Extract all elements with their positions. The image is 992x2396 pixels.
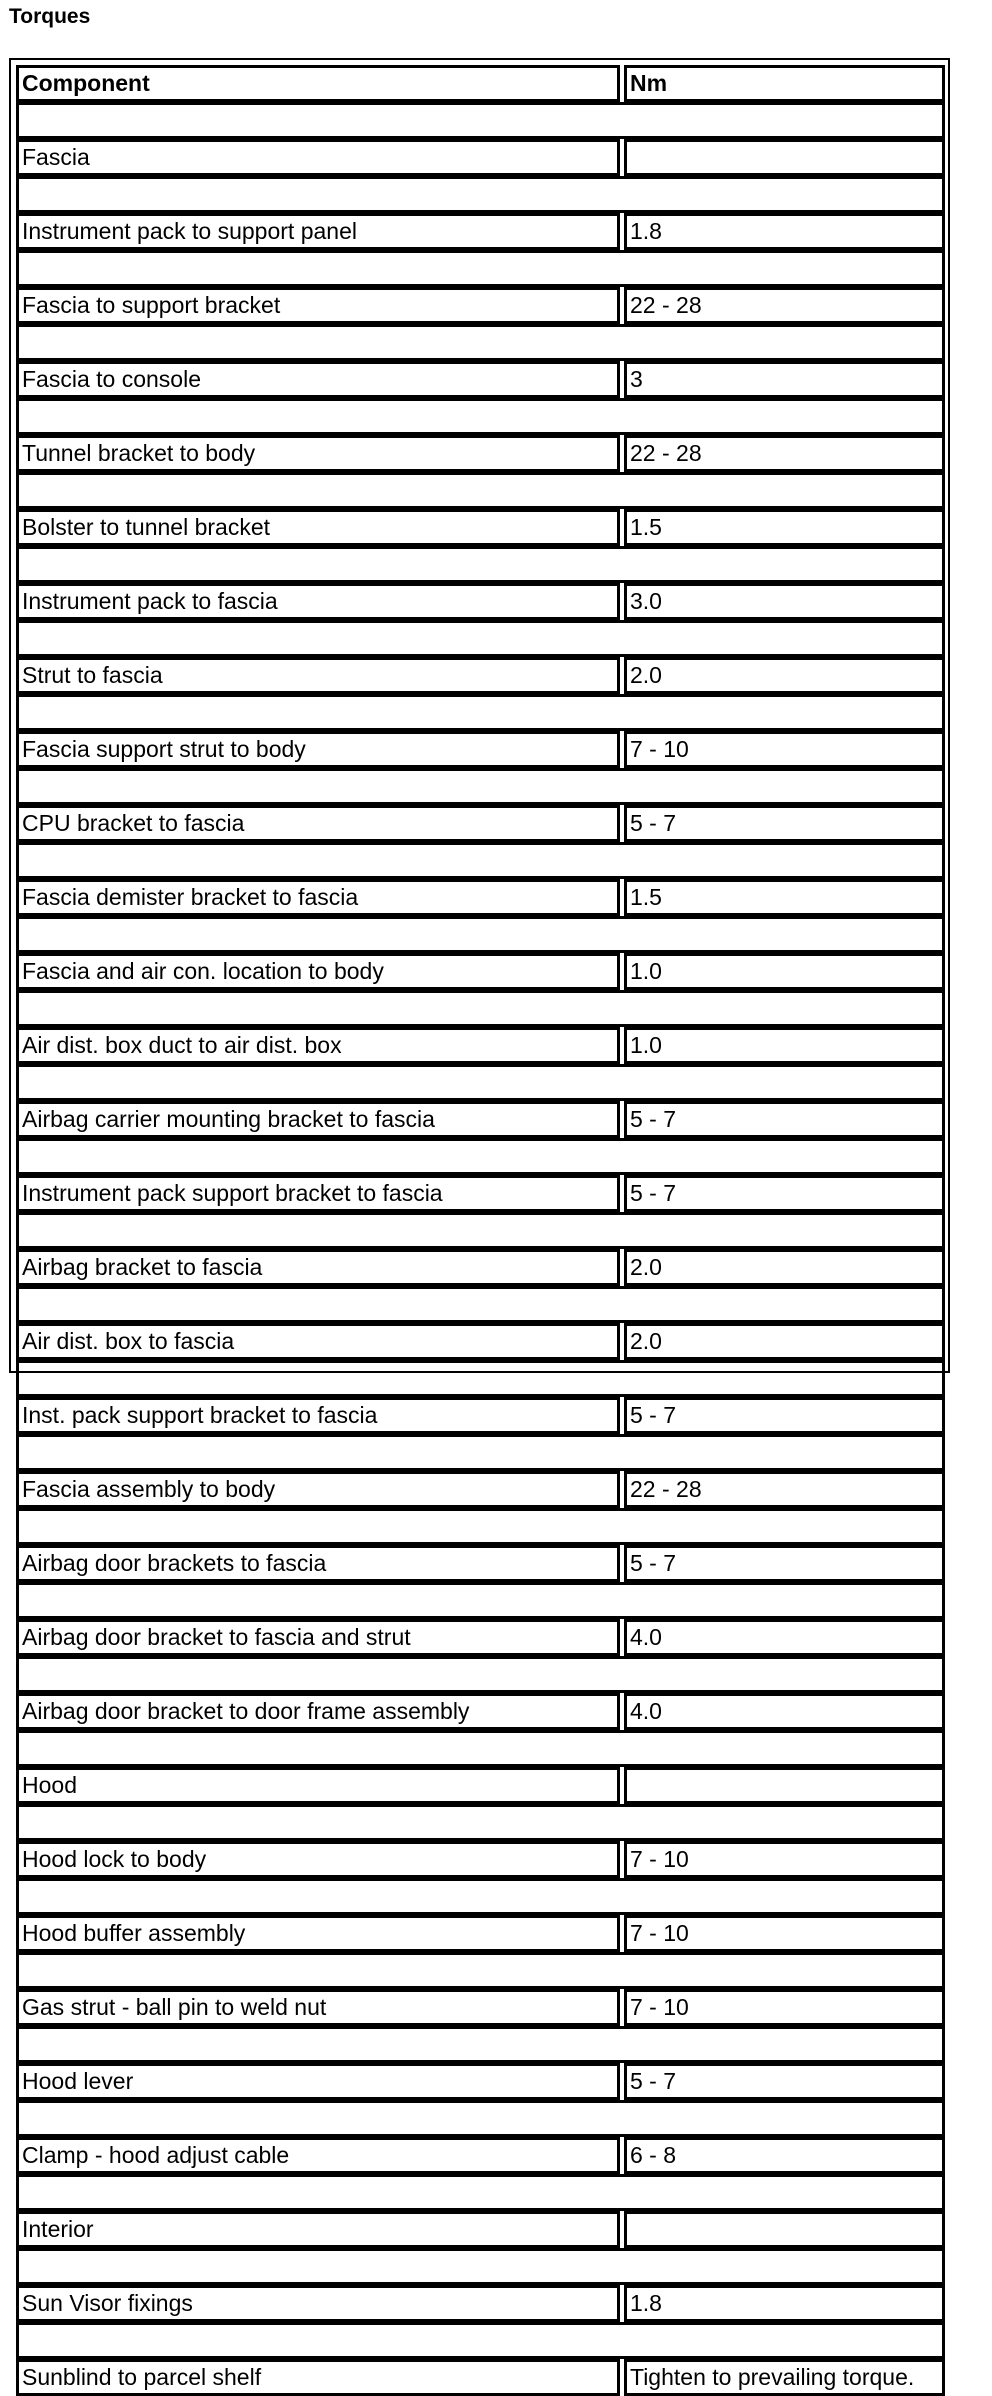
table-row: [16, 1323, 945, 1360]
row-gap-cell: [16, 546, 945, 583]
row-gap-cell: [16, 1286, 945, 1323]
row-gap: [16, 1286, 945, 1323]
table-row: [16, 1989, 945, 2026]
table-row: [16, 1693, 945, 1730]
nm-cell: 5 - 7: [624, 1397, 945, 1434]
table-row: [16, 287, 945, 324]
row-gap: [16, 1582, 945, 1619]
table-row: [16, 2211, 945, 2248]
table-body: [16, 102, 945, 2396]
nm-cell: 1.8: [624, 213, 945, 250]
table-row: [16, 583, 945, 620]
row-gap: [16, 990, 945, 1027]
component-cell: Hood: [16, 1767, 620, 1804]
row-gap-cell: [16, 2100, 945, 2137]
component-cell: Instrument pack to support panel: [16, 213, 620, 250]
row-gap-cell: [16, 398, 945, 435]
row-gap-cell: [16, 990, 945, 1027]
nm-cell: 2.0: [624, 1249, 945, 1286]
table-row: [16, 509, 945, 546]
row-gap-cell: [16, 2174, 945, 2211]
row-gap-cell: [16, 2322, 945, 2359]
nm-cell: 1.8: [624, 2285, 945, 2322]
row-gap: [16, 1138, 945, 1175]
row-gap: [16, 546, 945, 583]
table-row: [16, 1249, 945, 1286]
row-gap: [16, 176, 945, 213]
row-gap-cell: [16, 1360, 945, 1397]
nm-cell: 7 - 10: [624, 731, 945, 768]
nm-cell: 1.5: [624, 879, 945, 916]
row-gap: [16, 1952, 945, 1989]
component-cell: Fascia: [16, 139, 620, 176]
table-row: [16, 1767, 945, 1804]
row-gap: [16, 398, 945, 435]
nm-cell: 5 - 7: [624, 1175, 945, 1212]
component-cell: Air dist. box duct to air dist. box: [16, 1027, 620, 1064]
table-row: [16, 1397, 945, 1434]
row-gap: [16, 1804, 945, 1841]
nm-cell: 5 - 7: [624, 1545, 945, 1582]
component-cell: Airbag door brackets to fascia: [16, 1545, 620, 1582]
table-row: [16, 2285, 945, 2322]
component-cell: Sun Visor fixings: [16, 2285, 620, 2322]
component-cell: Airbag door bracket to door frame assembly: [16, 1693, 620, 1730]
table-row: [16, 1471, 945, 1508]
nm-cell: 1.0: [624, 1027, 945, 1064]
table-row: [16, 805, 945, 842]
row-gap: [16, 472, 945, 509]
nm-cell: 4.0: [624, 1619, 945, 1656]
nm-cell: 7 - 10: [624, 1841, 945, 1878]
row-gap-cell: [16, 1138, 945, 1175]
row-gap-cell: [16, 620, 945, 657]
torque-table: [16, 65, 945, 2396]
row-gap-cell: [16, 1508, 945, 1545]
nm-cell: 2.0: [624, 657, 945, 694]
component-cell: Fascia assembly to body: [16, 1471, 620, 1508]
component-cell: Gas strut - ball pin to weld nut: [16, 1989, 620, 2026]
nm-cell: 22 - 28: [624, 287, 945, 324]
component-cell: Hood lock to body: [16, 1841, 620, 1878]
table-row: [16, 2063, 945, 2100]
nm-cell: 22 - 28: [624, 1471, 945, 1508]
nm-cell: 5 - 7: [624, 805, 945, 842]
component-cell: Strut to fascia: [16, 657, 620, 694]
table-header-row: [16, 65, 945, 102]
table-row: [16, 657, 945, 694]
component-cell: Hood lever: [16, 2063, 620, 2100]
nm-cell: [624, 2211, 945, 2248]
component-cell: Interior: [16, 2211, 620, 2248]
table-row: [16, 2359, 945, 2396]
nm-cell: 4.0: [624, 1693, 945, 1730]
table-row: [16, 879, 945, 916]
row-gap: [16, 842, 945, 879]
component-cell: Tunnel bracket to body: [16, 435, 620, 472]
row-gap-cell: [16, 324, 945, 361]
nm-cell: 7 - 10: [624, 1915, 945, 1952]
row-gap-cell: [16, 842, 945, 879]
row-gap-cell: [16, 2026, 945, 2063]
row-gap: [16, 2026, 945, 2063]
table-row: [16, 2137, 945, 2174]
torque-table-frame: [9, 58, 950, 2390]
component-cell: Fascia to console: [16, 361, 620, 398]
nm-cell: [624, 139, 945, 176]
table-row: [16, 953, 945, 990]
row-gap-cell: [16, 1656, 945, 1693]
header-component: Component: [16, 65, 620, 102]
row-gap-cell: [16, 1212, 945, 1249]
nm-cell: Tighten to prevailing torque.: [624, 2359, 945, 2396]
nm-cell: 6 - 8: [624, 2137, 945, 2174]
component-cell: CPU bracket to fascia: [16, 805, 620, 842]
component-cell: Fascia and air con. location to body: [16, 953, 620, 990]
row-gap-cell: [16, 176, 945, 213]
row-gap-cell: [16, 694, 945, 731]
component-cell: Air dist. box to fascia: [16, 1323, 620, 1360]
nm-cell: 22 - 28: [624, 435, 945, 472]
component-cell: Airbag carrier mounting bracket to fascia: [16, 1101, 620, 1138]
component-cell: Hood buffer assembly: [16, 1915, 620, 1952]
row-gap: [16, 916, 945, 953]
row-gap: [16, 1434, 945, 1471]
component-cell: Instrument pack support bracket to fascia: [16, 1175, 620, 1212]
component-cell: Airbag bracket to fascia: [16, 1249, 620, 1286]
nm-cell: 2.0: [624, 1323, 945, 1360]
row-gap-cell: [16, 1878, 945, 1915]
row-gap-cell: [16, 916, 945, 953]
component-cell: Clamp - hood adjust cable: [16, 2137, 620, 2174]
table-row: [16, 1619, 945, 1656]
row-gap: [16, 694, 945, 731]
component-cell: Sunblind to parcel shelf: [16, 2359, 620, 2396]
row-gap: [16, 2174, 945, 2211]
row-gap: [16, 2322, 945, 2359]
row-gap: [16, 102, 945, 139]
table-row: [16, 731, 945, 768]
table-row: [16, 213, 945, 250]
component-cell: Airbag door bracket to fascia and strut: [16, 1619, 620, 1656]
table-row: [16, 361, 945, 398]
table-row: [16, 1027, 945, 1064]
table-row: [16, 1841, 945, 1878]
page-title: Torques: [9, 5, 91, 28]
row-gap: [16, 1360, 945, 1397]
row-gap-cell: [16, 1730, 945, 1767]
row-gap-cell: [16, 1064, 945, 1101]
row-gap: [16, 1730, 945, 1767]
row-gap: [16, 2248, 945, 2285]
row-gap: [16, 1656, 945, 1693]
row-gap-cell: [16, 1582, 945, 1619]
component-cell: Fascia support strut to body: [16, 731, 620, 768]
nm-cell: 1.5: [624, 509, 945, 546]
nm-cell: 5 - 7: [624, 2063, 945, 2100]
row-gap: [16, 1212, 945, 1249]
table-row: [16, 1915, 945, 1952]
row-gap: [16, 2100, 945, 2137]
row-gap-cell: [16, 102, 945, 139]
row-gap: [16, 324, 945, 361]
row-gap: [16, 1878, 945, 1915]
row-gap-cell: [16, 250, 945, 287]
row-gap-cell: [16, 1952, 945, 1989]
nm-cell: 5 - 7: [624, 1101, 945, 1138]
component-cell: Bolster to tunnel bracket: [16, 509, 620, 546]
row-gap-cell: [16, 2248, 945, 2285]
row-gap: [16, 1064, 945, 1101]
row-gap-cell: [16, 472, 945, 509]
nm-cell: 7 - 10: [624, 1989, 945, 2026]
row-gap-cell: [16, 768, 945, 805]
row-gap-cell: [16, 1434, 945, 1471]
nm-cell: 3.0: [624, 583, 945, 620]
table-row: [16, 139, 945, 176]
nm-cell: 1.0: [624, 953, 945, 990]
nm-cell: 3: [624, 361, 945, 398]
table-row: [16, 1175, 945, 1212]
row-gap-cell: [16, 1804, 945, 1841]
component-cell: Inst. pack support bracket to fascia: [16, 1397, 620, 1434]
header-nm: Nm: [624, 65, 945, 102]
row-gap: [16, 250, 945, 287]
table-row: [16, 1545, 945, 1582]
nm-cell: [624, 1767, 945, 1804]
row-gap: [16, 1508, 945, 1545]
row-gap: [16, 620, 945, 657]
table-row: [16, 1101, 945, 1138]
component-cell: Fascia demister bracket to fascia: [16, 879, 620, 916]
component-cell: Fascia to support bracket: [16, 287, 620, 324]
table-row: [16, 435, 945, 472]
component-cell: Instrument pack to fascia: [16, 583, 620, 620]
row-gap: [16, 768, 945, 805]
